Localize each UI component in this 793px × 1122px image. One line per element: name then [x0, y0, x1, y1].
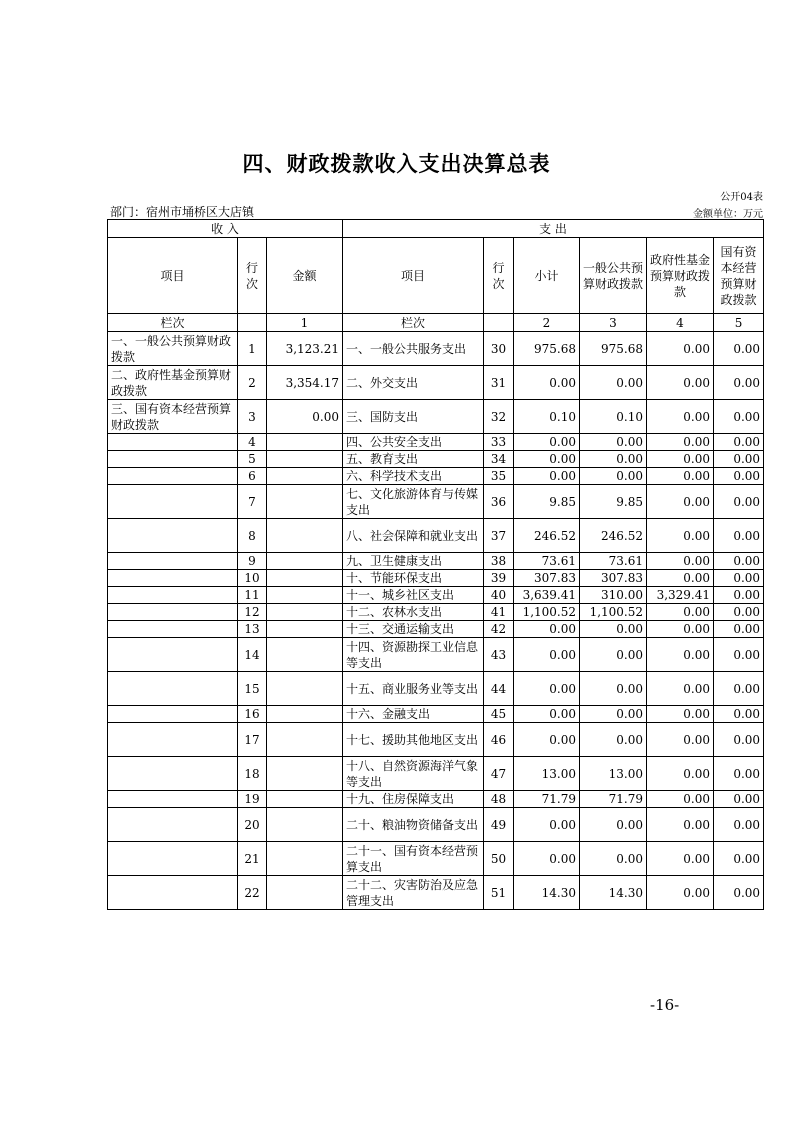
table-row: [108, 400, 764, 434]
expense-item-cell: 十二、农林水支出: [343, 604, 484, 621]
expense-row-no-cell: 45: [484, 706, 514, 723]
general-budget-cell: 73.61: [580, 553, 647, 570]
income-amount-cell: [267, 434, 343, 451]
state-capital-cell: 0.00: [714, 876, 764, 910]
income-amount-cell: [267, 553, 343, 570]
general-budget-cell: 0.00: [580, 808, 647, 842]
gov-fund-cell: 0.00: [647, 791, 714, 808]
gov-fund-cell: 0.00: [647, 366, 714, 400]
income-section-header: 收 入: [108, 220, 343, 238]
expense-item-cell: 八、社会保障和就业支出: [343, 519, 484, 553]
income-row-no-cell: 12: [238, 604, 267, 621]
income-row-no-cell: 5: [238, 451, 267, 468]
general-budget-cell: 9.85: [580, 485, 647, 519]
col-index-amount: 1: [267, 314, 343, 332]
subtotal-cell: 0.00: [514, 842, 580, 876]
state-capital-cell: 0.00: [714, 570, 764, 587]
income-amount-cell: [267, 876, 343, 910]
state-capital-cell: 0.00: [714, 332, 764, 366]
subtotal-cell: 307.83: [514, 570, 580, 587]
general-budget-cell: 1,100.52: [580, 604, 647, 621]
subtotal-cell: 3,639.41: [514, 587, 580, 604]
income-row-no-cell: 18: [238, 757, 267, 791]
state-capital-cell: 0.00: [714, 672, 764, 706]
subtotal-cell: 0.00: [514, 808, 580, 842]
expense-row-no-cell: 31: [484, 366, 514, 400]
gov-fund-cell: 0.00: [647, 604, 714, 621]
state-capital-cell: 0.00: [714, 638, 764, 672]
income-row-no-cell: 15: [238, 672, 267, 706]
expense-row-no-header: 行次: [484, 238, 514, 314]
budget-summary-table: [107, 219, 764, 910]
income-row-no-cell: 14: [238, 638, 267, 672]
income-amount-cell: [267, 451, 343, 468]
subtotal-cell: 73.61: [514, 553, 580, 570]
income-row-no-cell: 3: [238, 400, 267, 434]
general-budget-cell: 0.00: [580, 468, 647, 485]
income-amount-cell: [267, 791, 343, 808]
income-item-cell: [108, 638, 238, 672]
table-row: [108, 604, 764, 621]
general-budget-cell: 310.00: [580, 587, 647, 604]
income-row-no-cell: 20: [238, 808, 267, 842]
gov-fund-cell: 0.00: [647, 808, 714, 842]
state-capital-cell: 0.00: [714, 434, 764, 451]
income-item-cell: [108, 672, 238, 706]
income-amount-cell: [267, 468, 343, 485]
income-amount-cell: [267, 519, 343, 553]
gov-fund-cell: 0.00: [647, 723, 714, 757]
state-capital-cell: 0.00: [714, 485, 764, 519]
expense-item-cell: 十四、资源勘探工业信息等支出: [343, 638, 484, 672]
income-row-no-cell: 2: [238, 366, 267, 400]
subtotal-cell: 0.00: [514, 621, 580, 638]
income-item-cell: [108, 604, 238, 621]
subtotal-cell: 0.00: [514, 672, 580, 706]
expense-item-cell: 十三、交通运输支出: [343, 621, 484, 638]
income-amount-cell: [267, 570, 343, 587]
general-budget-cell: 0.00: [580, 638, 647, 672]
state-capital-cell: 0.00: [714, 468, 764, 485]
general-budget-cell: 0.00: [580, 723, 647, 757]
income-amount-cell: [267, 723, 343, 757]
state-capital-cell: 0.00: [714, 553, 764, 570]
expense-item-header: 项目: [343, 238, 484, 314]
state-capital-cell: 0.00: [714, 842, 764, 876]
income-amount-cell: [267, 604, 343, 621]
col-index-gov-fund: 4: [647, 314, 714, 332]
expense-item-cell: 二十二、灾害防治及应急管理支出: [343, 876, 484, 910]
income-amount-cell: [267, 621, 343, 638]
income-row-no-cell: 4: [238, 434, 267, 451]
subtotal-cell: 0.00: [514, 468, 580, 485]
general-budget-cell: 0.00: [580, 706, 647, 723]
expense-row-no-cell: 48: [484, 791, 514, 808]
income-item-cell: [108, 570, 238, 587]
income-item-cell: [108, 451, 238, 468]
expense-item-cell: 三、国防支出: [343, 400, 484, 434]
gov-fund-cell: 0.00: [647, 485, 714, 519]
income-row-no-cell: 9: [238, 553, 267, 570]
general-budget-cell: 0.00: [580, 451, 647, 468]
table-row: [108, 672, 764, 706]
expense-item-cell: 二十一、国有资本经营预算支出: [343, 842, 484, 876]
income-item-cell: [108, 791, 238, 808]
income-amount-header: 金额: [267, 238, 343, 314]
expense-row-no-cell: 34: [484, 451, 514, 468]
table-row: [108, 723, 764, 757]
state-capital-cell: 0.00: [714, 519, 764, 553]
general-budget-cell: 13.00: [580, 757, 647, 791]
subtotal-cell: 0.00: [514, 723, 580, 757]
income-row-no-cell: 11: [238, 587, 267, 604]
income-amount-cell: [267, 757, 343, 791]
expense-row-no-cell: 36: [484, 485, 514, 519]
expense-item-cell: 十五、商业服务业等支出: [343, 672, 484, 706]
col-index-label-expense: 栏次: [343, 314, 484, 332]
gov-fund-cell: 0.00: [647, 638, 714, 672]
subtotal-header: 小计: [514, 238, 580, 314]
subtotal-cell: 0.00: [514, 706, 580, 723]
income-item-cell: [108, 553, 238, 570]
expense-row-no-cell: 38: [484, 553, 514, 570]
gov-fund-cell: 0.00: [647, 519, 714, 553]
income-item-cell: [108, 621, 238, 638]
income-row-no-cell: 10: [238, 570, 267, 587]
subtotal-cell: 71.79: [514, 791, 580, 808]
income-item-cell: 二、政府性基金预算财政拨款: [108, 366, 238, 400]
gov-fund-cell: 0.00: [647, 621, 714, 638]
col-index-state-capital: 5: [714, 314, 764, 332]
gov-fund-cell: 0.00: [647, 553, 714, 570]
table-row: [108, 366, 764, 400]
table-row: [108, 808, 764, 842]
expense-row-no-cell: 49: [484, 808, 514, 842]
amount-unit-label: 金额单位：万元: [693, 209, 763, 220]
expense-item-cell: 十一、城乡社区支出: [343, 587, 484, 604]
general-budget-cell: 975.68: [580, 332, 647, 366]
table-row: [108, 485, 764, 519]
income-item-cell: [108, 485, 238, 519]
table-number: 公开04表: [720, 192, 763, 203]
income-item-cell: [108, 519, 238, 553]
state-capital-cell: 0.00: [714, 400, 764, 434]
income-row-no-cell: 16: [238, 706, 267, 723]
income-row-no-cell: 7: [238, 485, 267, 519]
expense-row-no-cell: 46: [484, 723, 514, 757]
income-item-cell: 一、一般公共预算财政拨款: [108, 332, 238, 366]
income-item-cell: [108, 808, 238, 842]
income-amount-cell: 0.00: [267, 400, 343, 434]
income-amount-cell: [267, 638, 343, 672]
subtotal-cell: 975.68: [514, 332, 580, 366]
income-row-no-cell: 6: [238, 468, 267, 485]
expense-row-no-cell: 32: [484, 400, 514, 434]
subtotal-cell: 1,100.52: [514, 604, 580, 621]
expense-item-cell: 五、教育支出: [343, 451, 484, 468]
income-item-header: 项目: [108, 238, 238, 314]
table-row: [108, 468, 764, 485]
expense-row-no-cell: 33: [484, 434, 514, 451]
state-capital-cell: 0.00: [714, 808, 764, 842]
general-budget-cell: 0.00: [580, 434, 647, 451]
state-capital-cell: 0.00: [714, 791, 764, 808]
gov-fund-cell: 0.00: [647, 332, 714, 366]
general-budget-cell: 0.00: [580, 672, 647, 706]
expense-item-cell: 十六、金融支出: [343, 706, 484, 723]
state-capital-cell: 0.00: [714, 757, 764, 791]
income-amount-cell: [267, 706, 343, 723]
expense-item-cell: 二十、粮油物资储备支出: [343, 808, 484, 842]
income-row-no-cell: 8: [238, 519, 267, 553]
table-row: [108, 332, 764, 366]
expense-row-no-cell: 44: [484, 672, 514, 706]
income-amount-cell: [267, 808, 343, 842]
subtotal-cell: 13.00: [514, 757, 580, 791]
expense-section-header: 支 出: [343, 220, 764, 238]
income-row-no-cell: 1: [238, 332, 267, 366]
table-row: [108, 638, 764, 672]
table-row: [108, 553, 764, 570]
subtotal-cell: 0.00: [514, 366, 580, 400]
gov-fund-cell: 0.00: [647, 468, 714, 485]
income-amount-cell: 3,354.17: [267, 366, 343, 400]
department-label: 部门：宿州市埇桥区大店镇: [110, 205, 255, 219]
table-row: [108, 451, 764, 468]
income-row-no-cell: 13: [238, 621, 267, 638]
subtotal-cell: 9.85: [514, 485, 580, 519]
gov-fund-cell: 0.00: [647, 757, 714, 791]
general-budget-cell: 71.79: [580, 791, 647, 808]
income-item-cell: [108, 876, 238, 910]
expense-row-no-cell: 41: [484, 604, 514, 621]
expense-item-cell: 十九、住房保障支出: [343, 791, 484, 808]
income-item-cell: [108, 723, 238, 757]
general-budget-cell: 0.00: [580, 842, 647, 876]
subtotal-cell: 0.00: [514, 451, 580, 468]
gov-fund-cell: 0.00: [647, 400, 714, 434]
subtotal-cell: 0.00: [514, 638, 580, 672]
income-item-cell: [108, 842, 238, 876]
expense-row-no-cell: 37: [484, 519, 514, 553]
table-row: [108, 842, 764, 876]
expense-item-cell: 七、文化旅游体育与传媒支出: [343, 485, 484, 519]
col-index-general: 3: [580, 314, 647, 332]
expense-row-no-cell: 39: [484, 570, 514, 587]
table-row: [108, 757, 764, 791]
table-row: [108, 587, 764, 604]
gov-fund-cell: 0.00: [647, 434, 714, 451]
gov-fund-cell: 0.00: [647, 451, 714, 468]
income-item-cell: 三、国有资本经营预算财政拨款: [108, 400, 238, 434]
income-row-no-cell: 21: [238, 842, 267, 876]
gov-fund-header: 政府性基金预算财政拨款: [647, 238, 714, 314]
page-number: -16-: [650, 996, 680, 1014]
income-item-cell: [108, 587, 238, 604]
general-budget-cell: 307.83: [580, 570, 647, 587]
col-index-subtotal: 2: [514, 314, 580, 332]
state-capital-cell: 0.00: [714, 723, 764, 757]
income-amount-cell: [267, 672, 343, 706]
expense-item-cell: 一、一般公共服务支出: [343, 332, 484, 366]
expense-row-no-cell: 35: [484, 468, 514, 485]
state-capital-cell: 0.00: [714, 366, 764, 400]
state-capital-cell: 0.00: [714, 587, 764, 604]
expense-item-cell: 十八、自然资源海洋气象等支出: [343, 757, 484, 791]
income-item-cell: [108, 757, 238, 791]
expense-item-cell: 六、科学技术支出: [343, 468, 484, 485]
general-budget-cell: 0.00: [580, 366, 647, 400]
state-capital-cell: 0.00: [714, 621, 764, 638]
gov-fund-cell: 3,329.41: [647, 587, 714, 604]
income-amount-cell: [267, 485, 343, 519]
income-item-cell: [108, 706, 238, 723]
col-index-empty: [238, 314, 267, 332]
expense-item-cell: 十、节能环保支出: [343, 570, 484, 587]
gov-fund-cell: 0.00: [647, 570, 714, 587]
table-row: [108, 876, 764, 910]
col-index-label: 栏次: [108, 314, 238, 332]
general-budget-header: 一般公共预算财政拨款: [580, 238, 647, 314]
state-capital-cell: 0.00: [714, 604, 764, 621]
expense-row-no-cell: 42: [484, 621, 514, 638]
expense-row-no-cell: 30: [484, 332, 514, 366]
table-row: [108, 791, 764, 808]
gov-fund-cell: 0.00: [647, 876, 714, 910]
state-capital-cell: 0.00: [714, 451, 764, 468]
income-amount-cell: 3,123.21: [267, 332, 343, 366]
state-capital-cell: 0.00: [714, 706, 764, 723]
page-title: 四、财政拨款收入支出决算总表: [242, 152, 551, 176]
gov-fund-cell: 0.00: [647, 842, 714, 876]
expense-row-no-cell: 47: [484, 757, 514, 791]
table-row: [108, 519, 764, 553]
income-row-no-cell: 17: [238, 723, 267, 757]
col-index-empty-expense: [484, 314, 514, 332]
expense-row-no-cell: 40: [484, 587, 514, 604]
general-budget-cell: 0.00: [580, 621, 647, 638]
expense-row-no-cell: 50: [484, 842, 514, 876]
expense-item-cell: 十七、援助其他地区支出: [343, 723, 484, 757]
general-budget-cell: 14.30: [580, 876, 647, 910]
table-row: [108, 434, 764, 451]
income-amount-cell: [267, 587, 343, 604]
subtotal-cell: 246.52: [514, 519, 580, 553]
expense-row-no-cell: 43: [484, 638, 514, 672]
subtotal-cell: 0.00: [514, 434, 580, 451]
general-budget-cell: 0.10: [580, 400, 647, 434]
gov-fund-cell: 0.00: [647, 672, 714, 706]
gov-fund-cell: 0.00: [647, 706, 714, 723]
income-row-no-header: 行次: [238, 238, 267, 314]
table-row: [108, 570, 764, 587]
subtotal-cell: 0.10: [514, 400, 580, 434]
expense-item-cell: 九、卫生健康支出: [343, 553, 484, 570]
expense-row-no-cell: 51: [484, 876, 514, 910]
income-amount-cell: [267, 842, 343, 876]
table-row: [108, 706, 764, 723]
income-item-cell: [108, 468, 238, 485]
income-row-no-cell: 22: [238, 876, 267, 910]
expense-item-cell: 四、公共安全支出: [343, 434, 484, 451]
table-row: [108, 621, 764, 638]
general-budget-cell: 246.52: [580, 519, 647, 553]
expense-item-cell: 二、外交支出: [343, 366, 484, 400]
state-capital-header: 国有资本经营预算财政拨款: [714, 238, 764, 314]
income-row-no-cell: 19: [238, 791, 267, 808]
income-item-cell: [108, 434, 238, 451]
subtotal-cell: 14.30: [514, 876, 580, 910]
